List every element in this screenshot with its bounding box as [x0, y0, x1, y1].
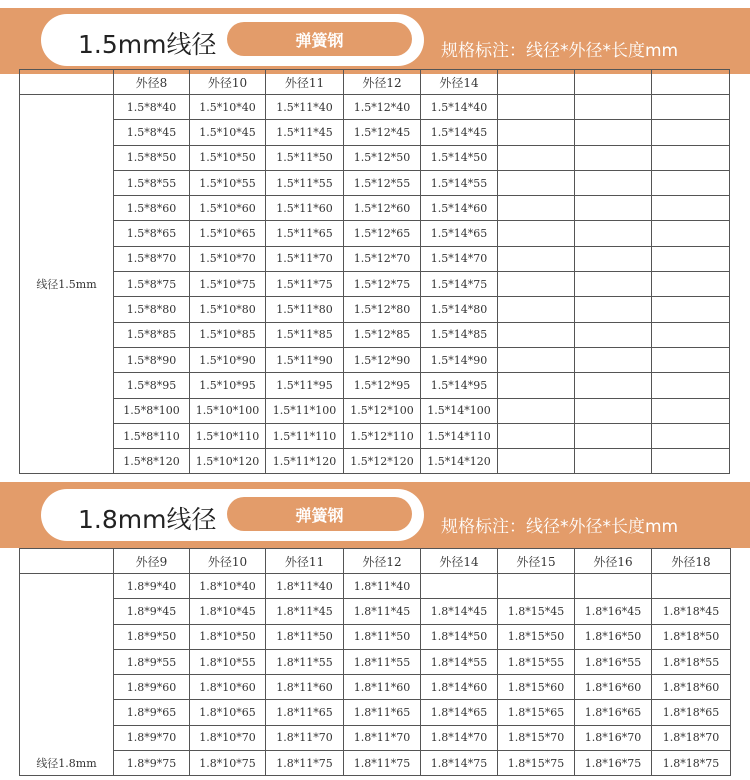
corner-cell: [20, 70, 114, 95]
wire-diameter-label: 线径1.5mm: [20, 95, 114, 474]
spec-cell: [498, 297, 575, 322]
spec-cell: 1.8*16*70: [575, 725, 652, 750]
spec-cell: 1.5*12*70: [344, 246, 421, 271]
spec-cell: [575, 196, 652, 221]
spec-cell: 1.5*11*80: [266, 297, 344, 322]
spec-cell: [652, 297, 730, 322]
spec-cell: [652, 120, 730, 145]
spec-cell: 1.5*11*50: [266, 145, 344, 170]
table-row: [20, 347, 730, 372]
spec-cell: [498, 170, 575, 195]
spec-cell: 1.5*11*45: [266, 120, 344, 145]
spec-cell: [652, 373, 730, 398]
spec-cell: 1.5*8*50: [114, 145, 190, 170]
column-header: 外径15: [498, 549, 575, 574]
spec-cell: 1.8*14*50: [421, 624, 498, 649]
spec-cell: 1.8*10*60: [190, 675, 266, 700]
spec-cell: 1.5*10*110: [190, 423, 266, 448]
spec-cell: 1.5*8*85: [114, 322, 190, 347]
spec-cell: 1.8*14*75: [421, 751, 498, 776]
spec-cell: 1.8*14*60: [421, 675, 498, 700]
column-header: 外径11: [266, 70, 344, 95]
spec-cell: 1.5*14*120: [421, 449, 498, 474]
spec-cell: 1.5*12*65: [344, 221, 421, 246]
spec-cell: 1.5*10*90: [190, 347, 266, 372]
spec-cell: [575, 398, 652, 423]
spec-cell: [652, 322, 730, 347]
spec-cell: 1.8*11*65: [266, 700, 344, 725]
column-header: 外径16: [575, 549, 652, 574]
spec-cell: 1.8*11*45: [344, 599, 421, 624]
spec-cell: 1.5*14*65: [421, 221, 498, 246]
table-row: [20, 297, 730, 322]
spec-cell: 1.8*9*40: [114, 574, 190, 599]
spec-cell: 1.5*8*60: [114, 196, 190, 221]
spec-cell: 1.5*12*60: [344, 196, 421, 221]
spec-cell: 1.5*12*75: [344, 272, 421, 297]
wire-diameter-label: 线径1.8mm: [20, 574, 114, 776]
spec-cell: 1.8*10*50: [190, 624, 266, 649]
spec-cell: 1.5*14*60: [421, 196, 498, 221]
table-row: [20, 145, 730, 170]
spec-cell: 1.5*8*100: [114, 398, 190, 423]
spec-cell: 1.8*11*45: [266, 599, 344, 624]
column-header: 外径18: [652, 549, 731, 574]
spec-cell: [575, 322, 652, 347]
spec-cell: 1.5*11*90: [266, 347, 344, 372]
spec-cell: [498, 373, 575, 398]
spec-cell: 1.8*11*75: [344, 751, 421, 776]
spec-cell: 1.8*14*70: [421, 725, 498, 750]
spec-cell: [498, 449, 575, 474]
spec-cell: 1.8*18*55: [652, 649, 731, 674]
spec-cell: 1.8*16*45: [575, 599, 652, 624]
spec-cell: [498, 196, 575, 221]
spec-cell: 1.8*18*45: [652, 599, 731, 624]
spec-cell: 1.5*14*110: [421, 423, 498, 448]
column-header: 外径10: [190, 549, 266, 574]
spec-cell: [652, 574, 731, 599]
spec-cell: 1.8*10*55: [190, 649, 266, 674]
spec-cell: 1.5*8*65: [114, 221, 190, 246]
spec-cell: 1.8*15*65: [498, 700, 575, 725]
spec-cell: 1.5*14*85: [421, 322, 498, 347]
spec-cell: 1.5*8*70: [114, 246, 190, 271]
column-header: 外径10: [190, 70, 266, 95]
spec-cell: 1.5*8*55: [114, 170, 190, 195]
spec-cell: 1.8*14*45: [421, 599, 498, 624]
spec-cell: [575, 373, 652, 398]
spec-cell: 1.5*11*110: [266, 423, 344, 448]
table-row: [20, 272, 730, 297]
spec-cell: 1.5*8*120: [114, 449, 190, 474]
spec-cell: 1.8*11*70: [266, 725, 344, 750]
spec-cell: [575, 423, 652, 448]
spec-cell: 1.5*10*100: [190, 398, 266, 423]
spec-cell: 1.5*10*65: [190, 221, 266, 246]
spec-cell: [421, 574, 498, 599]
spec-cell: 1.5*12*85: [344, 322, 421, 347]
spec-cell: [575, 170, 652, 195]
table-header-row: [20, 549, 731, 574]
spec-cell: 1.5*12*120: [344, 449, 421, 474]
section-2-spec-note: 规格标注：线径*外径*长度mm: [441, 517, 679, 537]
spec-cell: 1.8*15*50: [498, 624, 575, 649]
spec-cell: 1.8*14*55: [421, 649, 498, 674]
spec-cell: [498, 423, 575, 448]
spec-cell: 1.8*18*70: [652, 725, 731, 750]
spec-cell: 1.8*15*70: [498, 725, 575, 750]
section-1-spec-table: [19, 69, 730, 474]
spec-cell: 1.5*12*80: [344, 297, 421, 322]
spec-cell: 1.8*11*40: [266, 574, 344, 599]
spec-cell: 1.5*10*95: [190, 373, 266, 398]
spec-cell: [575, 145, 652, 170]
column-header: 外径14: [421, 70, 498, 95]
table-row: [20, 322, 730, 347]
spec-cell: 1.5*14*100: [421, 398, 498, 423]
table-row: [20, 221, 730, 246]
spec-cell: 1.8*18*65: [652, 700, 731, 725]
table-row: [20, 725, 731, 750]
table-row: [20, 373, 730, 398]
table-row: [20, 449, 730, 474]
spec-cell: 1.5*10*40: [190, 95, 266, 120]
spec-cell: 1.8*10*75: [190, 751, 266, 776]
spec-cell: 1.5*11*85: [266, 322, 344, 347]
spec-cell: [575, 449, 652, 474]
section-2-material-tag: 弹簧钢: [227, 497, 412, 531]
spec-cell: 1.5*11*60: [266, 196, 344, 221]
spec-cell: 1.5*10*120: [190, 449, 266, 474]
spec-cell: 1.8*16*55: [575, 649, 652, 674]
spec-cell: 1.8*11*65: [344, 700, 421, 725]
spec-cell: 1.8*9*50: [114, 624, 190, 649]
spec-cell: 1.8*11*50: [266, 624, 344, 649]
spec-cell: 1.5*8*95: [114, 373, 190, 398]
column-header: 外径12: [344, 70, 421, 95]
spec-cell: 1.5*12*45: [344, 120, 421, 145]
spec-cell: 1.5*8*80: [114, 297, 190, 322]
spec-cell: 1.8*9*70: [114, 725, 190, 750]
column-header: 外径12: [344, 549, 421, 574]
spec-cell: 1.5*10*85: [190, 322, 266, 347]
spec-cell: 1.8*11*70: [344, 725, 421, 750]
spec-cell: 1.8*15*75: [498, 751, 575, 776]
spec-cell: [652, 95, 730, 120]
spec-cell: 1.5*11*95: [266, 373, 344, 398]
spec-cell: 1.8*9*55: [114, 649, 190, 674]
table-row: [20, 196, 730, 221]
spec-cell: 1.5*12*40: [344, 95, 421, 120]
spec-cell: 1.5*11*40: [266, 95, 344, 120]
spec-cell: 1.8*11*50: [344, 624, 421, 649]
spec-cell: 1.5*8*40: [114, 95, 190, 120]
spec-cell: [498, 574, 575, 599]
table-row: [20, 574, 731, 599]
spec-cell: [498, 347, 575, 372]
spec-cell: [575, 272, 652, 297]
spec-cell: [575, 120, 652, 145]
spec-cell: 1.5*8*45: [114, 120, 190, 145]
table-row: [20, 423, 730, 448]
spec-cell: [575, 297, 652, 322]
spec-cell: 1.8*14*65: [421, 700, 498, 725]
spec-cell: 1.5*10*80: [190, 297, 266, 322]
column-header: 外径9: [114, 549, 190, 574]
column-header: [652, 70, 730, 95]
spec-cell: [575, 221, 652, 246]
spec-cell: 1.5*11*75: [266, 272, 344, 297]
spec-cell: 1.8*15*55: [498, 649, 575, 674]
spec-cell: 1.8*16*50: [575, 624, 652, 649]
spec-cell: [652, 145, 730, 170]
spec-cell: 1.5*12*100: [344, 398, 421, 423]
spec-cell: [575, 246, 652, 271]
spec-cell: 1.5*10*45: [190, 120, 266, 145]
section-1-spec-note: 规格标注：线径*外径*长度mm: [441, 41, 679, 61]
table-row: [20, 624, 731, 649]
table-row: [20, 246, 730, 271]
spec-cell: 1.5*14*90: [421, 347, 498, 372]
table-row: [20, 649, 731, 674]
section-1-title: 1.5mm线径: [78, 30, 217, 59]
spec-cell: [652, 246, 730, 271]
spec-cell: [652, 196, 730, 221]
spec-cell: [652, 170, 730, 195]
spec-cell: [652, 423, 730, 448]
spec-cell: [652, 449, 730, 474]
spec-cell: [575, 347, 652, 372]
spec-cell: [575, 95, 652, 120]
spec-cell: 1.5*10*60: [190, 196, 266, 221]
spec-cell: 1.8*15*60: [498, 675, 575, 700]
spec-cell: 1.8*9*75: [114, 751, 190, 776]
spec-cell: 1.8*9*65: [114, 700, 190, 725]
spec-cell: [498, 145, 575, 170]
column-header: 外径11: [266, 549, 344, 574]
table-row: [20, 95, 730, 120]
spec-cell: 1.5*12*90: [344, 347, 421, 372]
spec-cell: 1.5*8*110: [114, 423, 190, 448]
spec-cell: 1.8*11*55: [266, 649, 344, 674]
spec-cell: 1.8*16*60: [575, 675, 652, 700]
spec-cell: 1.8*11*75: [266, 751, 344, 776]
spec-cell: 1.5*12*55: [344, 170, 421, 195]
spec-cell: 1.5*8*90: [114, 347, 190, 372]
spec-cell: 1.8*18*50: [652, 624, 731, 649]
section-2-title: 1.8mm线径: [78, 505, 217, 534]
spec-cell: [498, 398, 575, 423]
spec-cell: 1.8*10*40: [190, 574, 266, 599]
spec-cell: 1.5*14*70: [421, 246, 498, 271]
spec-cell: 1.5*14*45: [421, 120, 498, 145]
spec-cell: 1.5*14*95: [421, 373, 498, 398]
spec-cell: 1.8*18*60: [652, 675, 731, 700]
spec-cell: 1.5*11*55: [266, 170, 344, 195]
spec-cell: [652, 347, 730, 372]
spec-cell: 1.5*14*55: [421, 170, 498, 195]
column-header: [575, 70, 652, 95]
spec-cell: [498, 246, 575, 271]
spec-cell: [498, 95, 575, 120]
spec-cell: 1.5*14*80: [421, 297, 498, 322]
spec-cell: 1.8*10*70: [190, 725, 266, 750]
spec-cell: 1.8*16*65: [575, 700, 652, 725]
spec-cell: 1.5*10*55: [190, 170, 266, 195]
table-header-row: [20, 70, 730, 95]
spec-cell: 1.5*11*100: [266, 398, 344, 423]
spec-cell: 1.8*11*60: [344, 675, 421, 700]
spec-cell: [652, 272, 730, 297]
spec-cell: [498, 322, 575, 347]
spec-cell: 1.8*10*45: [190, 599, 266, 624]
table-row: [20, 599, 731, 624]
spec-cell: [498, 272, 575, 297]
table-row: [20, 700, 731, 725]
spec-cell: [498, 120, 575, 145]
table-row: [20, 675, 731, 700]
spec-cell: 1.5*11*65: [266, 221, 344, 246]
spec-cell: 1.5*12*50: [344, 145, 421, 170]
table-row: [20, 170, 730, 195]
section-2-spec-table: [19, 548, 731, 776]
spec-cell: [575, 574, 652, 599]
spec-cell: 1.8*18*75: [652, 751, 731, 776]
spec-cell: 1.8*11*55: [344, 649, 421, 674]
spec-cell: 1.8*9*45: [114, 599, 190, 624]
corner-cell: [20, 549, 114, 574]
spec-cell: 1.5*10*50: [190, 145, 266, 170]
spec-cell: 1.8*16*75: [575, 751, 652, 776]
spec-cell: 1.8*11*60: [266, 675, 344, 700]
spec-cell: 1.8*10*65: [190, 700, 266, 725]
spec-cell: 1.5*10*75: [190, 272, 266, 297]
spec-cell: [652, 398, 730, 423]
spec-cell: 1.5*14*40: [421, 95, 498, 120]
table-row: [20, 120, 730, 145]
table-row: [20, 398, 730, 423]
spec-cell: 1.5*14*50: [421, 145, 498, 170]
spec-cell: 1.5*8*75: [114, 272, 190, 297]
spec-cell: [498, 221, 575, 246]
spec-cell: 1.5*11*120: [266, 449, 344, 474]
spec-cell: 1.8*11*40: [344, 574, 421, 599]
table-row: [20, 751, 731, 776]
spec-cell: 1.8*15*45: [498, 599, 575, 624]
spec-cell: 1.5*12*110: [344, 423, 421, 448]
spec-cell: 1.8*9*60: [114, 675, 190, 700]
spec-cell: 1.5*10*70: [190, 246, 266, 271]
spec-cell: 1.5*11*70: [266, 246, 344, 271]
spec-cell: 1.5*12*95: [344, 373, 421, 398]
spec-cell: [652, 221, 730, 246]
column-header: 外径8: [114, 70, 190, 95]
spec-cell: 1.5*14*75: [421, 272, 498, 297]
section-1-material-tag: 弹簧钢: [227, 22, 412, 56]
column-header: [498, 70, 575, 95]
column-header: 外径14: [421, 549, 498, 574]
